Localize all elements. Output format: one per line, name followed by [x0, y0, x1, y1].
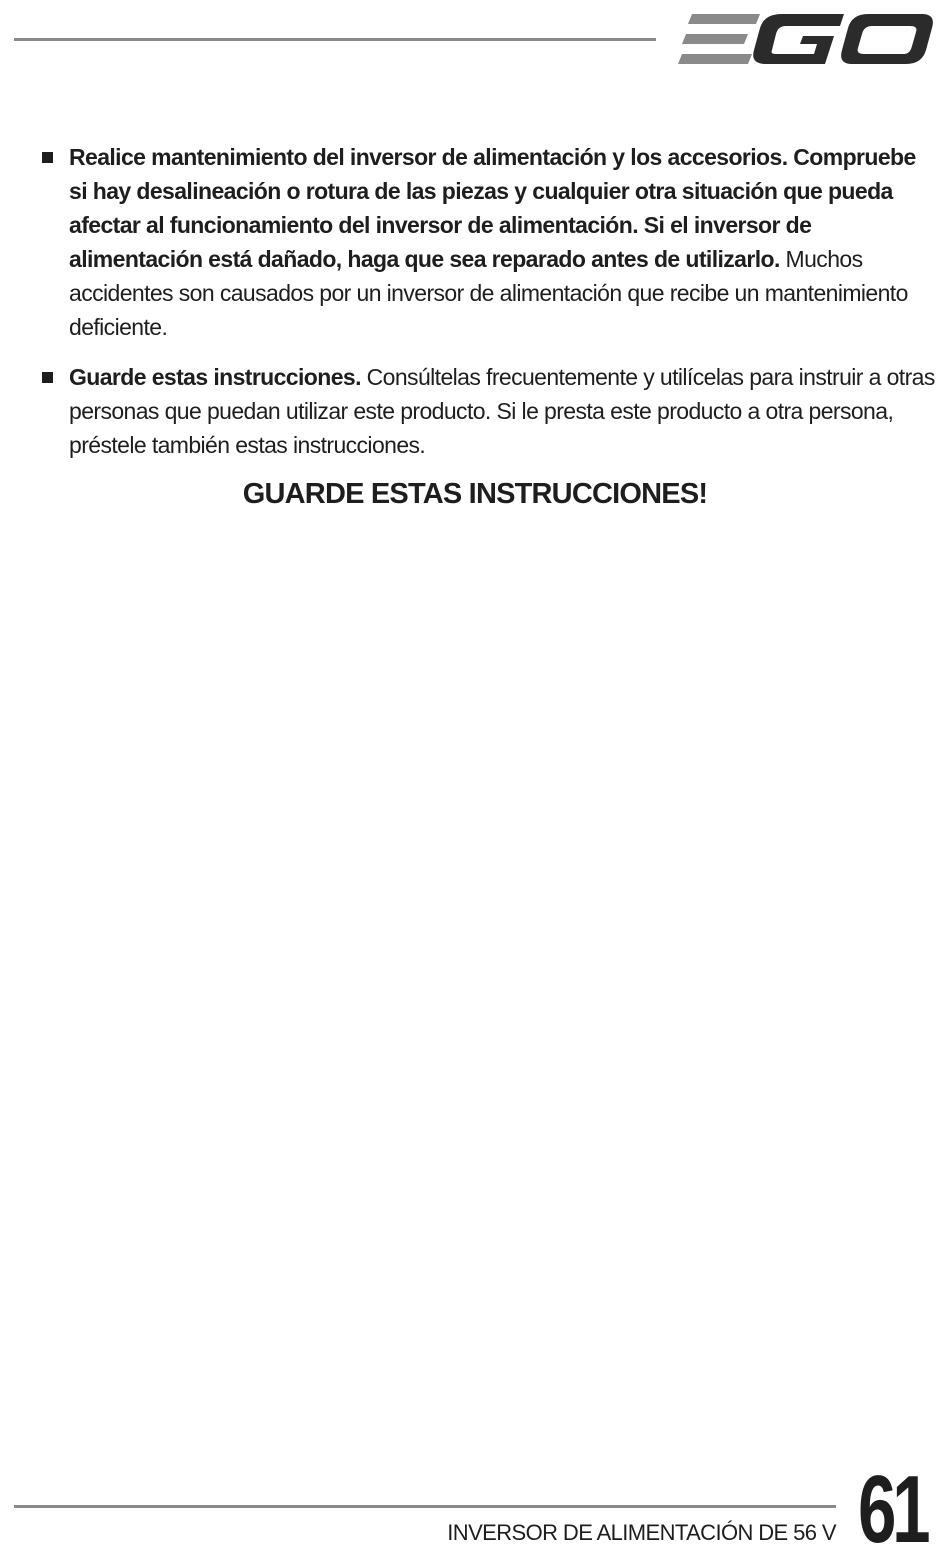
maintenance-bold-text: Realice mantenimiento del inversor de alimentación y los accesorios. Compruebe si hay desalineación o rotura de las piezas y cualquier otra situación que pueda afectar al funcionamiento del inversor de alimentación. Si el inversor de alimentación está dañado, haga que sea reparado antes de utilizarlo. — [69, 144, 916, 272]
ego-logo — [678, 10, 934, 68]
closing-heading: GUARDE ESTAS INSTRUCCIONES! — [242, 478, 708, 510]
footer-rule — [14, 1505, 836, 1508]
list-item-save-instructions — [40, 360, 938, 462]
bullet-square-icon — [42, 152, 53, 163]
main-content — [40, 140, 938, 478]
list-item-maintenance — [40, 140, 938, 344]
save-instructions-bold-text: Guarde estas instrucciones. — [69, 364, 361, 390]
save-instructions-normal-text: Consúltelas frecuentemente y utilícelas para instruir a otras personas que puedan utilizar este producto. Si le presta este producto a otra persona, préstele también estas instrucciones. — [69, 364, 935, 458]
header-rule — [14, 38, 656, 41]
page-number: 61 — [858, 1456, 927, 1563]
maintenance-normal-text: Muchos accidentes son causados por un inversor de alimentación que recibe un mantenimiento deficiente. — [69, 246, 908, 340]
footer-title: INVERSOR DE ALIMENTACIÓN DE 56 V — [447, 1520, 836, 1545]
bullet-square-icon — [42, 372, 53, 383]
